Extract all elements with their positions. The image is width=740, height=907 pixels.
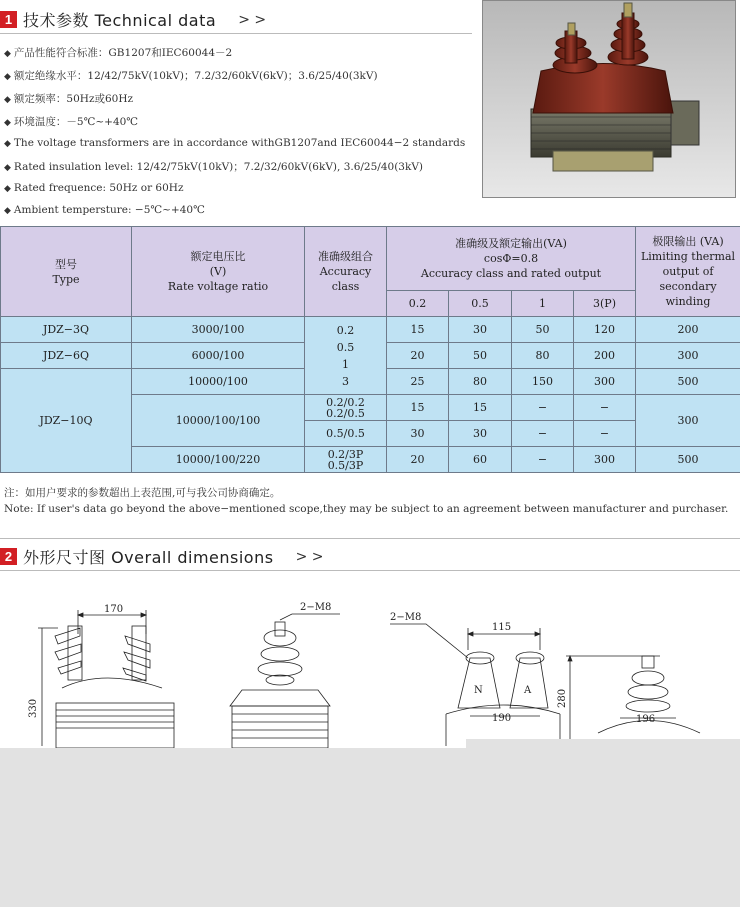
bullet-icon: ◆ [4, 139, 11, 149]
dim-label: 190 [492, 713, 512, 724]
cell-value: 25 [387, 369, 449, 395]
cell-value: 15 [449, 395, 512, 421]
note-chinese: 注：如用户要求的参数超出上表范围,可与我公司协商确定。 [4, 487, 281, 499]
subheader-cell: 1 [512, 291, 574, 317]
bullet-icon: ◆ [4, 163, 11, 173]
section2-arrow: > > [295, 548, 324, 565]
header-limit: 极限输出 (VA) Limiting thermal output of secondary winding [636, 227, 740, 317]
spec-item: ◆ 额定绝缘水平：12/42/75kV(10kV)；7.2/32/60kV(6kV)；3.6/25/40(3kV) [4, 70, 378, 82]
section2-divider-top [0, 538, 740, 539]
cell-value: 300 [574, 369, 636, 395]
spec-item: ◆ The voltage transformers are in accordance withGB1207and IEC60044−2 standards [4, 137, 466, 149]
cell-limit: 200 [636, 317, 740, 343]
section1-divider [0, 33, 472, 34]
bullet-icon: ◆ [4, 184, 11, 194]
section2-number: 2 [0, 548, 17, 565]
section2-header [0, 545, 324, 568]
section2-divider [0, 570, 740, 571]
cell-ratio: 6000/100 [132, 343, 305, 369]
cell-value: 20 [387, 447, 449, 473]
bullet-icon: ◆ [4, 95, 11, 105]
cell-value: 30 [387, 421, 449, 447]
cell-type: JDZ−10Q [1, 369, 132, 473]
subheader-cell: 0.5 [449, 291, 512, 317]
cell-value: 60 [449, 447, 512, 473]
cell-value: − [512, 395, 574, 421]
cell-value: 15 [387, 395, 449, 421]
cell-ratio: 10000/100/220 [132, 447, 305, 473]
cell-value: − [512, 447, 574, 473]
table-header-row [1, 227, 740, 291]
dim-label: 2−M8 [390, 612, 422, 623]
dim-label: 280 [557, 688, 568, 708]
technical-data-table [0, 226, 740, 473]
cell-value: − [574, 421, 636, 447]
cell-ratio: 3000/100 [132, 317, 305, 343]
product-photo [482, 0, 736, 198]
terminal-mark: N [474, 685, 483, 696]
dim-label: 196 [636, 714, 656, 725]
cell-value: 20 [387, 343, 449, 369]
cell-value: − [574, 395, 636, 421]
header-output: 准确级及额定输出(VA) cosΦ=0.8 Accuracy class and rated output [387, 227, 636, 291]
cell-value: 50 [512, 317, 574, 343]
bullet-icon: ◆ [4, 72, 11, 82]
bullet-icon: ◆ [4, 49, 11, 59]
cell-value: 120 [574, 317, 636, 343]
cell-value: 30 [449, 421, 512, 447]
note-english: Note: If user's data go beyond the above−mentioned scope,they may be subject to an agreement between manufacturer and purchaser. [4, 503, 729, 515]
header-ratio: 额定电压比 (V) Rate voltage ratio [132, 227, 305, 317]
section1-number: 1 [0, 11, 17, 28]
bullet-icon: ◆ [4, 118, 11, 128]
cell-limit: 500 [636, 369, 740, 395]
table-row [1, 317, 740, 343]
spec-item: ◆ 产品性能符合标准：GB1207和IEC60044－2 [4, 47, 233, 59]
dimension-drawings [0, 598, 740, 748]
spec-item: ◆ Ambient tempersture: −5℃~+40℃ [4, 204, 205, 216]
cell-limit: 500 [636, 447, 740, 473]
cell-accuracy: 0.2/0.2 0.2/0.5 [305, 395, 387, 421]
cell-type: JDZ−3Q [1, 317, 132, 343]
gray-overlay [0, 748, 740, 907]
cell-value: 30 [449, 317, 512, 343]
cell-type: JDZ−6Q [1, 343, 132, 369]
cell-accuracy: 0.5/0.5 [305, 421, 387, 447]
cell-value: 15 [387, 317, 449, 343]
section1-arrow: > > [238, 11, 267, 28]
cell-value: − [512, 421, 574, 447]
front-view-drawing [38, 610, 174, 748]
subheader-cell: 0.2 [387, 291, 449, 317]
cell-ratio: 10000/100 [132, 369, 305, 395]
cell-accuracy: 0.2/3P 0.5/3P [305, 447, 387, 473]
spec-item: ◆ 环境温度：－5℃~+40℃ [4, 116, 139, 128]
subheader-cell: 3(P) [574, 291, 636, 317]
spec-item: ◆ 额定频率：50Hz或60Hz [4, 93, 134, 105]
section1-header [0, 8, 266, 31]
header-accuracy: 准确级组合 Accuracy class [305, 227, 387, 317]
cell-limit: 300 [636, 343, 740, 369]
dim-label: 2−M8 [300, 602, 332, 613]
cell-value: 80 [512, 343, 574, 369]
spec-item: ◆ Rated frequence: 50Hz or 60Hz [4, 182, 184, 194]
cell-value: 150 [512, 369, 574, 395]
dim-label: 170 [104, 604, 124, 615]
cell-value: 80 [449, 369, 512, 395]
end-view-drawing [566, 656, 700, 746]
dim-label: 115 [492, 622, 512, 633]
cell-limit: 300 [636, 395, 740, 447]
header-type: 型号 Type [1, 227, 132, 317]
cell-accuracy-stack: 0.2 0.5 1 3 [305, 317, 387, 395]
terminal-mark: A [524, 685, 532, 696]
cell-value: 200 [574, 343, 636, 369]
side-view-drawing [230, 614, 340, 748]
section2-title: 外形尺寸图 Overall dimensions [23, 548, 274, 567]
spec-item: ◆ Rated insulation level: 12/42/75kV(10kV)；7.2/32/60kV(6kV), 3.6/25/40(3kV) [4, 161, 424, 173]
cell-ratio: 10000/100/100 [132, 395, 305, 447]
section1-title: 技术参数 Technical data [23, 11, 217, 30]
bullet-icon: ◆ [4, 206, 11, 216]
cell-value: 50 [449, 343, 512, 369]
transformer-illustration [483, 1, 736, 198]
cell-value: 300 [574, 447, 636, 473]
dim-label: 330 [28, 698, 39, 718]
